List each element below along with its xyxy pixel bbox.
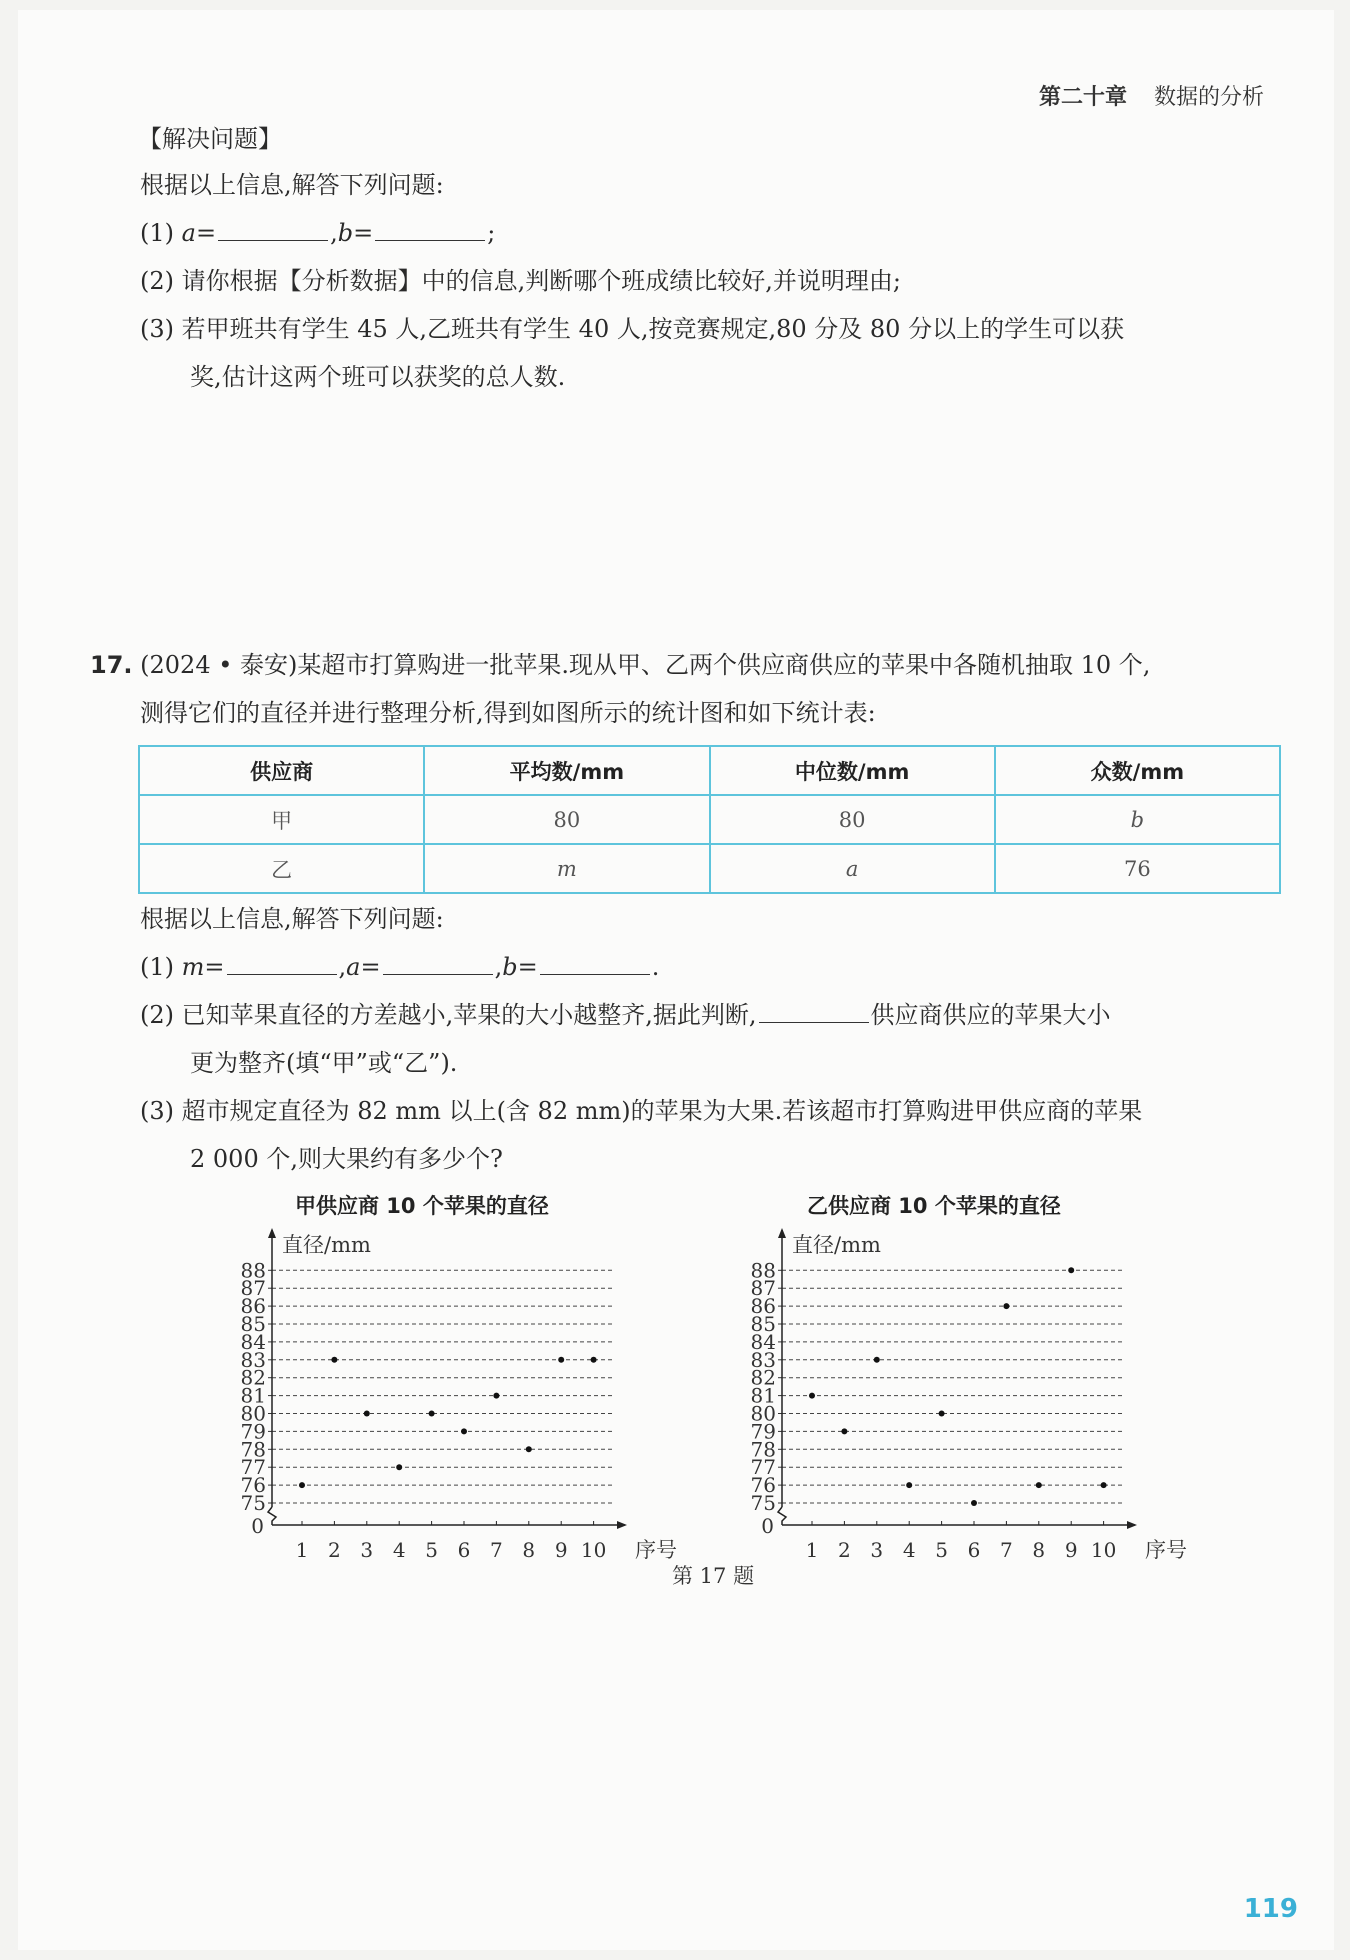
equals-sign: = xyxy=(195,219,217,247)
y-tick-label: 82 xyxy=(240,1365,266,1390)
data-point xyxy=(1101,1482,1107,1488)
equals-sign: = xyxy=(517,953,538,981)
y-tick-label: 75 xyxy=(240,1491,266,1515)
y-tick-label: 86 xyxy=(750,1294,776,1319)
q17-part1-label: (1) xyxy=(140,953,174,981)
table-cell: 80 xyxy=(710,795,995,844)
x-tick-label: 9 xyxy=(554,1538,568,1562)
table-cell xyxy=(995,795,1280,844)
q17-stem-line2: 测得它们的直径并进行整理分析,得到如图所示的统计图和如下统计表: xyxy=(140,699,876,727)
page-header xyxy=(1039,80,1264,111)
y-tick-label: 81 xyxy=(240,1383,266,1408)
q16-intro: 根据以上信息,解答下列问题: xyxy=(140,171,444,199)
table-cell: 76 xyxy=(995,844,1280,893)
x-tick-label: 3 xyxy=(360,1538,374,1562)
x-tick-label: 10 xyxy=(580,1538,607,1562)
data-point xyxy=(809,1393,815,1399)
x-axis-title: 序号 xyxy=(635,1538,677,1562)
table-cell-variable: b xyxy=(1130,807,1145,832)
y-tick-label: 84 xyxy=(750,1329,776,1354)
separator: , xyxy=(494,953,503,981)
table-cell xyxy=(710,844,995,893)
table-header-row xyxy=(139,746,1280,795)
y-axis-arrow xyxy=(778,1228,786,1238)
y-axis-break xyxy=(268,1507,276,1525)
q17-a-answer-blank[interactable] xyxy=(383,950,493,975)
figure-caption: 第 17 题 xyxy=(672,1564,755,1588)
q17-part3-line2: 2 000 个,则大果约有多少个? xyxy=(190,1145,503,1173)
table-cell-variable: a xyxy=(845,856,859,881)
table-header-cell: 供应商 xyxy=(139,746,424,795)
q16-part3-line2: 奖,估计这两个班可以获奖的总人数. xyxy=(190,363,566,391)
y-axis-arrow xyxy=(268,1228,276,1238)
q17-part2-start: (2) 已知苹果直径的方差越小,苹果的大小越整齐,据此判断, xyxy=(140,1001,757,1029)
data-point xyxy=(591,1357,597,1363)
q17-part3-line1: (3) 超市规定直径为 82 mm 以上(含 82 mm)的苹果为大果.若该超市打算购进甲供应商的苹果 xyxy=(140,1097,1143,1125)
data-point xyxy=(331,1357,337,1363)
y-tick-label: 76 xyxy=(240,1473,266,1498)
y-tick-label: 80 xyxy=(750,1401,776,1426)
data-point xyxy=(841,1428,847,1434)
separator: , xyxy=(338,953,347,981)
q17-var-b: b xyxy=(502,953,518,981)
q17-number: 17. xyxy=(90,651,133,679)
origin-label: 0 xyxy=(251,1514,264,1538)
x-axis-title: 序号 xyxy=(1145,1538,1187,1562)
y-tick-label: 79 xyxy=(240,1419,266,1444)
y-axis-break xyxy=(778,1507,786,1525)
y-tick-label: 85 xyxy=(240,1312,266,1336)
q17-var-m: m xyxy=(181,953,205,981)
q17-b-answer-blank[interactable] xyxy=(540,950,650,975)
y-tick-label: 86 xyxy=(240,1294,266,1319)
x-tick-label: 5 xyxy=(425,1538,438,1562)
q17-part2-line1 xyxy=(140,998,1111,1032)
table-header-cell: 中位数/mm xyxy=(710,746,995,795)
x-tick-label: 4 xyxy=(392,1538,406,1562)
q16-section-title: 【解决问题】 xyxy=(138,125,282,153)
q16-part1 xyxy=(140,216,495,250)
table-row xyxy=(139,844,1280,893)
x-tick-label: 4 xyxy=(902,1538,916,1562)
q16-var-b: b xyxy=(337,219,354,247)
table-cell: 80 xyxy=(424,795,709,844)
q16-part3-line1: (3) 若甲班共有学生 45 人,乙班共有学生 40 人,按竞赛规定,80 分及 80 分以上的学生可以获 xyxy=(140,315,1125,343)
page-number: 119 xyxy=(1243,1894,1298,1924)
q17-part2-end: 供应商供应的苹果大小 xyxy=(870,1001,1111,1029)
q16-b-answer-blank[interactable] xyxy=(375,216,485,241)
equals-sign: = xyxy=(204,953,225,981)
x-tick-label: 10 xyxy=(1090,1538,1117,1562)
separator: , xyxy=(330,219,338,247)
stats-table xyxy=(138,745,1281,894)
q16-var-a: a xyxy=(181,219,196,247)
x-tick-label: 2 xyxy=(328,1538,341,1562)
table-cell-variable: m xyxy=(556,856,577,881)
data-point xyxy=(396,1464,402,1470)
y-tick-label: 78 xyxy=(240,1437,266,1462)
data-point xyxy=(429,1411,435,1417)
q16-part1-label: (1) xyxy=(140,219,174,247)
table-cell: 甲 xyxy=(139,795,424,844)
data-point xyxy=(939,1411,945,1417)
q17-stem-text: (2024 • 泰安)某超市打算购进一批苹果.现从甲、乙两个供应商供应的苹果中各随机抽取 10 个, xyxy=(140,651,1151,679)
y-tick-label: 87 xyxy=(750,1276,776,1301)
data-point xyxy=(971,1500,977,1506)
x-tick-label: 3 xyxy=(870,1538,884,1562)
y-tick-label: 79 xyxy=(750,1419,776,1444)
q17-m-answer-blank[interactable] xyxy=(227,950,337,975)
data-point xyxy=(493,1393,499,1399)
x-tick-label: 1 xyxy=(805,1538,819,1562)
scatter-chart-jia xyxy=(230,1225,680,1565)
table-cell: 乙 xyxy=(139,844,424,893)
data-point xyxy=(558,1357,564,1363)
x-axis-arrow xyxy=(617,1521,627,1529)
x-tick-label: 1 xyxy=(295,1538,309,1562)
chart-title-yi: 乙供应商 10 个苹果的直径 xyxy=(807,1194,1061,1218)
q17-var-a: a xyxy=(346,953,361,981)
origin-label: 0 xyxy=(761,1514,774,1538)
scatter-chart-yi xyxy=(740,1225,1190,1565)
chapter-topic: 数据的分析 xyxy=(1153,85,1264,110)
table-cell xyxy=(424,844,709,893)
y-tick-label: 77 xyxy=(750,1455,776,1480)
y-tick-label: 88 xyxy=(750,1258,776,1283)
x-tick-label: 9 xyxy=(1064,1538,1078,1562)
y-axis-title: 直径/mm xyxy=(792,1233,881,1257)
x-tick-label: 5 xyxy=(935,1538,948,1562)
y-axis-title: 直径/mm xyxy=(282,1233,371,1257)
y-tick-label: 76 xyxy=(750,1473,776,1498)
semicolon: ; xyxy=(487,219,496,247)
y-tick-label: 88 xyxy=(240,1258,266,1283)
x-tick-label: 8 xyxy=(1032,1538,1046,1562)
x-tick-label: 6 xyxy=(457,1538,471,1562)
period: . xyxy=(651,953,660,981)
y-tick-label: 83 xyxy=(750,1347,776,1372)
q17-part2-line2: 更为整齐(填“甲”或“乙”). xyxy=(190,1049,458,1077)
y-tick-label: 84 xyxy=(240,1329,266,1354)
x-tick-label: 2 xyxy=(838,1538,851,1562)
data-point xyxy=(1068,1267,1074,1273)
chart-title-jia: 甲供应商 10 个苹果的直径 xyxy=(295,1194,549,1218)
y-tick-label: 75 xyxy=(750,1491,776,1515)
q17-supplier-answer-blank[interactable] xyxy=(759,998,869,1023)
data-point xyxy=(906,1482,912,1488)
x-axis-arrow xyxy=(1127,1521,1137,1529)
q16-a-answer-blank[interactable] xyxy=(218,216,328,241)
y-tick-label: 83 xyxy=(240,1347,266,1372)
data-point xyxy=(1036,1482,1042,1488)
q17-intro: 根据以上信息,解答下列问题: xyxy=(140,905,444,933)
y-tick-label: 81 xyxy=(750,1383,776,1408)
y-tick-label: 85 xyxy=(750,1312,776,1336)
data-point xyxy=(299,1482,305,1488)
table-row xyxy=(139,795,1280,844)
data-point xyxy=(461,1428,467,1434)
equals-sign: = xyxy=(360,953,381,981)
data-point xyxy=(874,1357,880,1363)
table-header-cell: 平均数/mm xyxy=(424,746,709,795)
x-tick-label: 6 xyxy=(967,1538,981,1562)
data-point xyxy=(364,1411,370,1417)
chapter-label: 第二十章 xyxy=(1038,85,1127,110)
y-tick-label: 80 xyxy=(240,1401,266,1426)
y-tick-label: 77 xyxy=(240,1455,266,1480)
data-point xyxy=(526,1446,532,1452)
data-point xyxy=(1003,1303,1009,1309)
x-tick-label: 7 xyxy=(1000,1538,1013,1562)
q17-part1 xyxy=(140,950,659,984)
y-tick-label: 78 xyxy=(750,1437,776,1462)
equals-sign: = xyxy=(353,219,374,247)
q16-part2: (2) 请你根据【分析数据】中的信息,判断哪个班成绩比较好,并说明理由; xyxy=(140,267,901,295)
table-header-cell: 众数/mm xyxy=(995,746,1280,795)
y-tick-label: 87 xyxy=(240,1276,266,1301)
q17-stem-line1 xyxy=(90,648,1150,682)
x-tick-label: 7 xyxy=(490,1538,503,1562)
x-tick-label: 8 xyxy=(522,1538,536,1562)
y-tick-label: 82 xyxy=(750,1365,776,1390)
